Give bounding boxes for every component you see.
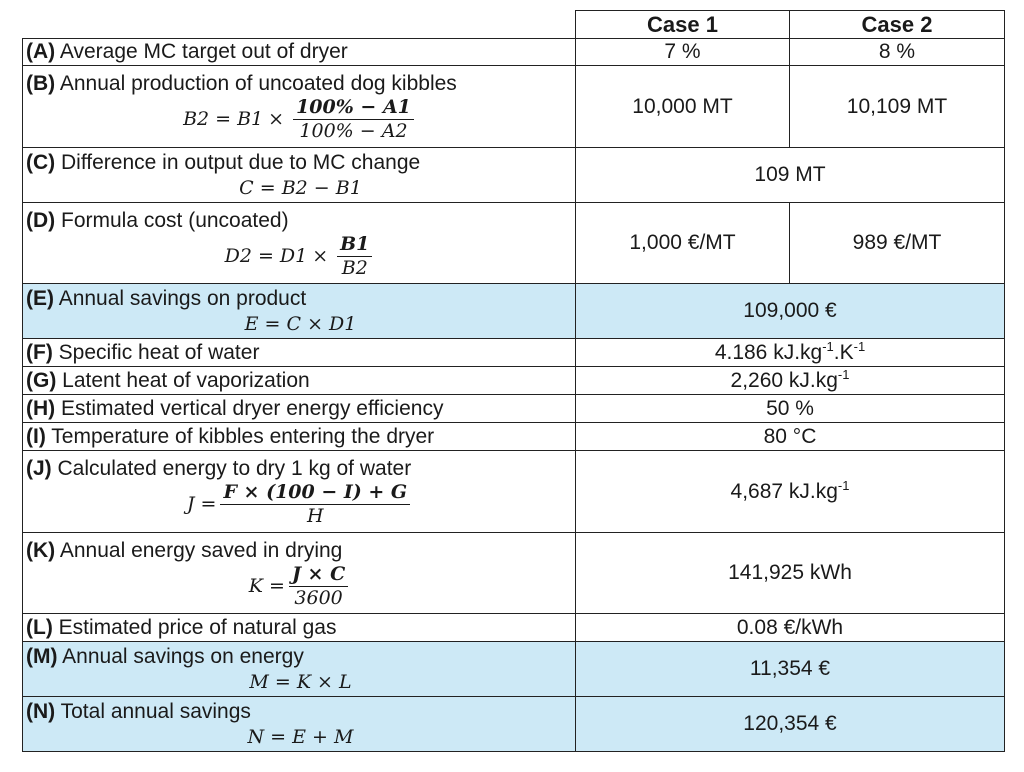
row-j-formula-lhs: J = bbox=[186, 493, 217, 515]
row-g-label: Latent heat of vaporization bbox=[62, 368, 310, 392]
row-j bbox=[23, 451, 1005, 533]
row-a-case2: 8 % bbox=[790, 39, 1005, 66]
row-g-value bbox=[576, 367, 1005, 395]
row-l-letter: (L) bbox=[26, 615, 53, 639]
row-j-formula bbox=[26, 482, 575, 526]
row-j-formula-fraction bbox=[220, 482, 410, 526]
row-d bbox=[23, 203, 1005, 284]
row-j-formula-numerator: F × (100 − I) + G bbox=[223, 481, 408, 503]
row-d-formula-lhs: D2 = bbox=[224, 244, 274, 267]
row-g bbox=[23, 367, 1005, 395]
row-f-sup2: -1 bbox=[853, 338, 866, 354]
row-d-formula bbox=[26, 234, 575, 278]
row-f-value-main: 4.186 kJ.kg bbox=[714, 340, 823, 364]
row-d-formula-denominator: B2 bbox=[341, 256, 368, 279]
row-d-formula-pre: D1 bbox=[279, 244, 308, 267]
row-c-value: 109 MT bbox=[576, 148, 1005, 203]
header-case1: Case 1 bbox=[576, 11, 790, 39]
row-m-value: 11,354 € bbox=[576, 642, 1005, 697]
row-b-formula-numerator: 100% − A1 bbox=[296, 96, 411, 118]
row-i-label-cell bbox=[23, 423, 576, 451]
row-k-formula-fraction bbox=[289, 564, 348, 608]
row-f-value bbox=[576, 339, 1005, 367]
row-j-letter: (J) bbox=[26, 457, 52, 480]
row-e-label-cell bbox=[23, 284, 576, 339]
header-row bbox=[23, 11, 1005, 39]
row-n-formula: N = E + M bbox=[247, 725, 354, 748]
row-m-letter: (M) bbox=[26, 644, 58, 668]
row-e bbox=[23, 284, 1005, 339]
row-h-value: 50 % bbox=[576, 395, 1005, 423]
row-b-formula-pre: B1 bbox=[237, 108, 264, 130]
row-m-formula: M = K × L bbox=[249, 670, 352, 693]
row-b bbox=[23, 66, 1005, 148]
row-e-label: Annual savings on product bbox=[58, 286, 307, 310]
row-k-formula-numerator: J × C bbox=[291, 562, 346, 585]
row-k-letter: (K) bbox=[26, 538, 56, 562]
row-b-formula bbox=[26, 97, 575, 141]
row-m-label-cell bbox=[23, 642, 576, 697]
row-b-case1: 10,000 MT bbox=[576, 66, 790, 148]
row-h-letter: (H) bbox=[26, 396, 56, 420]
row-k bbox=[23, 533, 1005, 614]
row-j-label-cell bbox=[23, 451, 576, 533]
row-d-letter: (D) bbox=[26, 208, 56, 232]
row-c-label: Difference in output due to MC change bbox=[61, 150, 421, 174]
row-h bbox=[23, 395, 1005, 423]
row-h-label: Estimated vertical dryer energy efficiency bbox=[61, 396, 444, 420]
row-a-label-cell bbox=[23, 39, 576, 66]
row-f-value-mid: .K bbox=[833, 340, 854, 364]
row-b-formula-times: × bbox=[268, 108, 285, 130]
row-g-label-cell bbox=[23, 367, 576, 395]
row-n-label: Total annual savings bbox=[60, 699, 251, 723]
row-g-value-main: 2,260 kJ.kg bbox=[730, 368, 838, 392]
row-h-label-cell bbox=[23, 395, 576, 423]
row-b-label-cell bbox=[23, 66, 576, 148]
row-j-value-main: 4,687 kJ.kg bbox=[730, 479, 838, 503]
row-d-case1: 1,000 €/MT bbox=[576, 203, 790, 284]
row-j-sup1: -1 bbox=[837, 477, 850, 493]
row-a-letter: (A) bbox=[26, 40, 56, 63]
row-a-label: Average MC target out of dryer bbox=[59, 40, 348, 63]
row-n-letter: (N) bbox=[26, 699, 56, 723]
row-d-formula-numerator: B1 bbox=[340, 232, 370, 255]
row-c bbox=[23, 148, 1005, 203]
row-f bbox=[23, 339, 1005, 367]
row-b-formula-denominator: 100% − A2 bbox=[299, 120, 408, 142]
row-k-label-cell bbox=[23, 533, 576, 614]
row-c-label-cell bbox=[23, 148, 576, 203]
row-a bbox=[23, 39, 1005, 66]
row-f-label: Specific heat of water bbox=[58, 340, 260, 364]
row-l-label: Estimated price of natural gas bbox=[58, 615, 337, 639]
row-f-letter: (F) bbox=[26, 340, 53, 364]
row-b-label: Annual production of uncoated dog kibbles bbox=[59, 72, 457, 95]
row-d-case2: 989 €/MT bbox=[790, 203, 1005, 284]
row-d-formula-times: × bbox=[312, 244, 329, 267]
row-i-value: 80 °C bbox=[576, 423, 1005, 451]
row-e-letter: (E) bbox=[26, 286, 54, 310]
row-e-formula: E = C × D1 bbox=[244, 312, 357, 335]
row-k-formula bbox=[26, 564, 575, 608]
row-f-sup1: -1 bbox=[822, 338, 834, 354]
row-f-label-cell bbox=[23, 339, 576, 367]
row-j-formula-denominator: H bbox=[307, 505, 324, 527]
row-d-label-cell bbox=[23, 203, 576, 284]
row-i-label: Temperature of kibbles entering the dryer bbox=[51, 424, 435, 448]
header-case2: Case 2 bbox=[790, 11, 1005, 39]
header-blank-cell bbox=[23, 11, 576, 39]
row-k-formula-denominator: 3600 bbox=[294, 586, 343, 609]
row-n bbox=[23, 697, 1005, 752]
row-d-formula-fraction bbox=[337, 234, 372, 278]
row-k-label: Annual energy saved in drying bbox=[59, 538, 343, 562]
row-a-case1: 7 % bbox=[576, 39, 790, 66]
row-l-label-cell bbox=[23, 614, 576, 642]
row-g-letter: (G) bbox=[26, 368, 57, 392]
row-g-sup1: -1 bbox=[837, 366, 850, 382]
row-e-value: 109,000 € bbox=[576, 284, 1005, 339]
row-b-formula-lhs: B2 = bbox=[183, 108, 232, 130]
row-d-label: Formula cost (uncoated) bbox=[61, 208, 289, 232]
row-b-formula-fraction bbox=[293, 97, 414, 141]
savings-table bbox=[22, 10, 1005, 752]
row-k-value: 141,925 kWh bbox=[576, 533, 1005, 614]
row-l bbox=[23, 614, 1005, 642]
row-i-letter: (I) bbox=[26, 424, 46, 448]
row-n-label-cell bbox=[23, 697, 576, 752]
row-i bbox=[23, 423, 1005, 451]
row-n-value: 120,354 € bbox=[576, 697, 1005, 752]
row-j-label: Calculated energy to dry 1 kg of water bbox=[57, 457, 412, 480]
row-b-case2: 10,109 MT bbox=[790, 66, 1005, 148]
row-k-formula-lhs: K = bbox=[248, 574, 285, 597]
row-l-value: 0.08 €/kWh bbox=[576, 614, 1005, 642]
row-j-value bbox=[576, 451, 1005, 533]
row-c-letter: (C) bbox=[26, 150, 56, 174]
row-c-formula: C = B2 − B1 bbox=[239, 176, 362, 199]
row-b-letter: (B) bbox=[26, 72, 56, 95]
row-m-label: Annual savings on energy bbox=[62, 644, 304, 668]
row-m bbox=[23, 642, 1005, 697]
